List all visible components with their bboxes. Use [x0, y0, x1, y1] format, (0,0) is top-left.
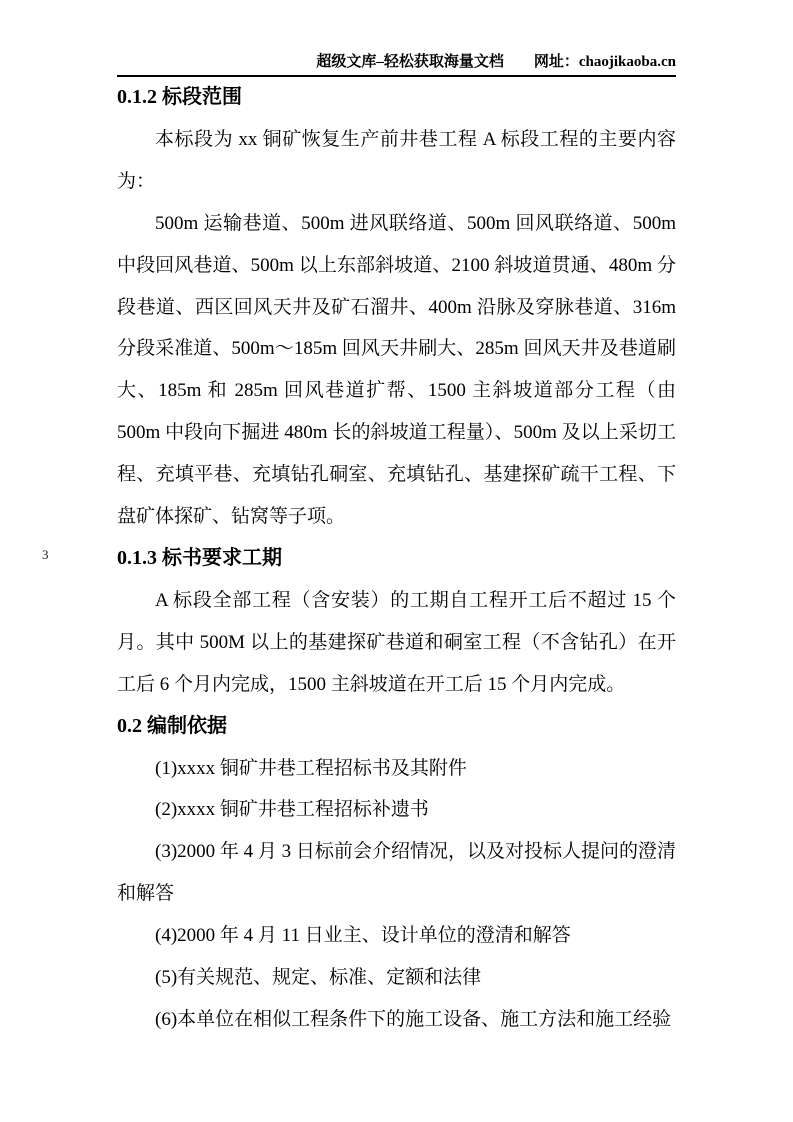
paragraph: (6)本单位在相似工程条件下的施工设备、施工方法和施工经验 [155, 1008, 672, 1030]
page-header [117, 0, 676, 77]
section-heading: 0.2 编制依据 [117, 714, 227, 737]
document-body [117, 77, 676, 1041]
header-url-label: 网址：chaojikaoba.cn [533, 54, 676, 70]
paragraph: (5)有关规范、规定、标准、定额和法律 [155, 967, 482, 989]
paragraph: A 标段全部工程（含安装）的工期自工程开工后不超过 15 个月。其中 500M 以上的基建探矿巷道和硐室工程（不含钻孔）在开工后 6 个月内完成，1500 主斜坡道在开工后 15 个月内完成。 [117, 589, 676, 695]
paragraph: 本标段为 xx 铜矿恢复生产前井巷工程 A 标段工程的主要内容为： [117, 128, 676, 192]
section-heading: 0.1.3 标书要求工期 [117, 546, 282, 569]
paragraph: 500m 运输巷道、500m 进风联络道、500m 回风联络道、500m 中段回风巷道、500m 以上东部斜坡道、2100 斜坡道贯通、480m 分段巷道、西区回风天井及矿石溜井、400m 沿脉及穿脉巷道、316m 分段采准道、500m～185m 回风天井刷大、285m 回风天井及巷道刷大、185m 和 285m 回风巷道扩帮、1500 主斜坡道部分工程（由 500m 中段向下掘进 480m 长的斜坡道工程量）、500m 及以上采切工程、充填平巷、充填钻孔硐室、充填钻孔、基建探矿疏干工程、下盘矿体探矿、钻窝等子项。 [117, 212, 676, 528]
paragraph: (2)xxxx 铜矿井巷工程招标补遗书 [155, 799, 429, 821]
paragraph: (1)xxxx 铜矿井巷工程招标书及其附件 [155, 757, 467, 779]
section-heading: 0.1.2 标段范围 [117, 86, 242, 108]
header-site-label: 超级文库–轻松获取海量文档 [316, 54, 504, 70]
margin-page-number: 3 [42, 547, 49, 562]
paragraph: (4)2000 年 4 月 11 日业主、设计单位的澄清和解答 [155, 925, 571, 947]
paragraph: (3)2000 年 4 月 3 日标前会介绍情况，以及对投标人提问的澄清和解答 [117, 841, 676, 905]
